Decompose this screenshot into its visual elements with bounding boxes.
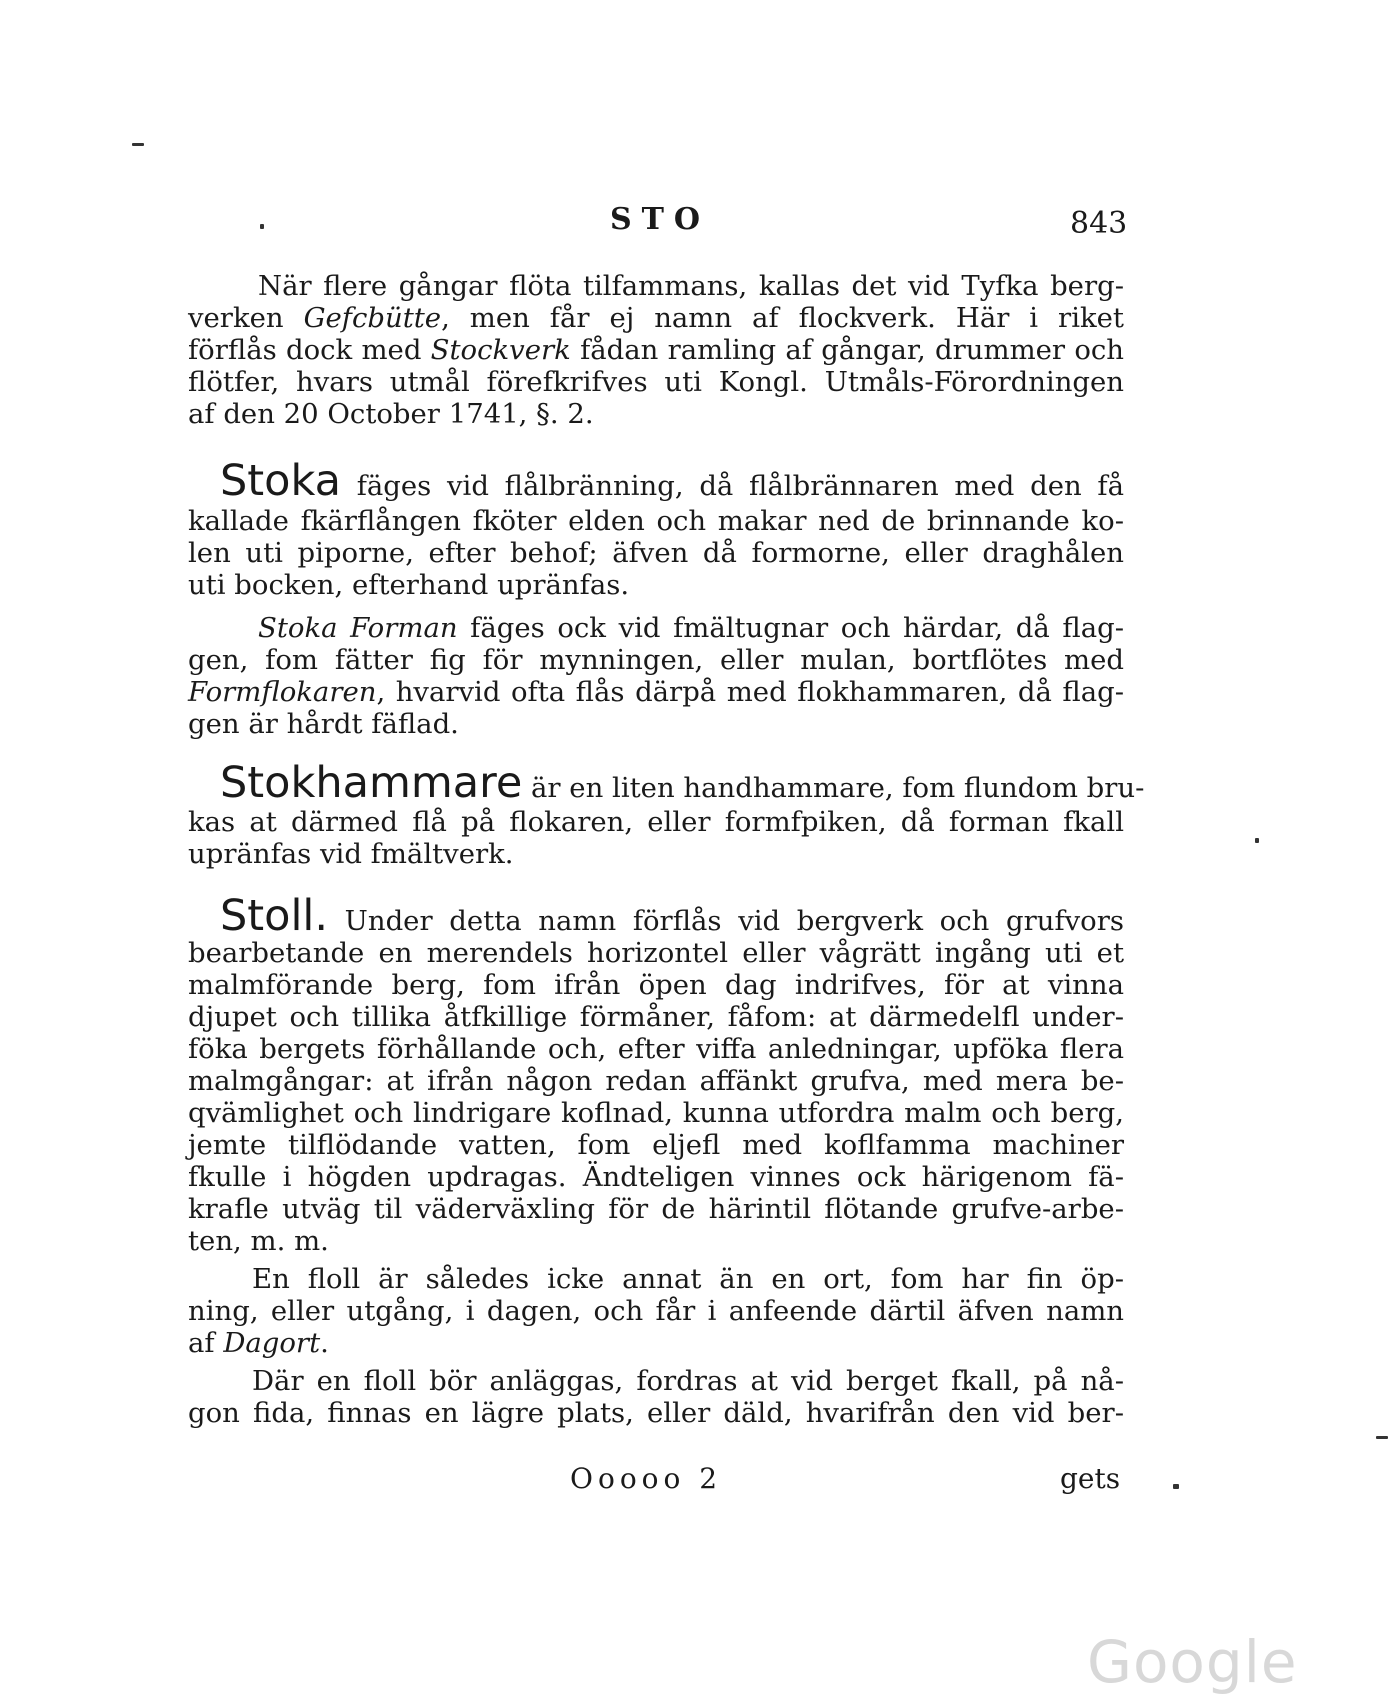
text-run: qvämlighet och lindrigare koflnad, kunna utfordra malm och berg, xyxy=(188,1097,1124,1129)
text-line xyxy=(188,644,1124,676)
text-line xyxy=(188,1033,1124,1065)
text-run: , men får ej namn af flockverk. Här i riket xyxy=(441,302,1124,334)
scan-speck xyxy=(1173,1484,1179,1489)
text-run: krafle utväg til väderväxling för de härintil flötande grufve-arbe- xyxy=(188,1193,1124,1225)
text-run: fäges vid flålbränning, då flålbrännaren med den få xyxy=(340,470,1124,502)
text-line xyxy=(188,569,628,601)
scan-speck xyxy=(132,143,144,146)
text-line xyxy=(188,676,1124,708)
text-line xyxy=(188,366,1124,398)
text-line xyxy=(188,969,1124,1001)
text-run: len uti piporne, efter behof; äfven då formorne, eller draghålen xyxy=(188,537,1124,569)
text-run: bearbetande en merendels horizontel eller vågrätt ingång uti et xyxy=(188,937,1124,969)
text-line xyxy=(188,838,548,870)
text-run: Under detta namn förflås vid bergverk och grufvors xyxy=(328,905,1124,937)
text-line xyxy=(188,1295,1124,1327)
text-line xyxy=(220,758,1145,808)
scan-speck xyxy=(260,224,264,229)
text-line xyxy=(188,1397,1124,1429)
text-run: gen är hårdt fäflad. xyxy=(188,708,459,740)
italic-term: Gefcbütte xyxy=(303,302,442,334)
text-run: malmförande berg, fom ifrån öpen dag indrifves, för at vinna xyxy=(188,969,1124,1001)
text-line xyxy=(188,1161,1124,1193)
text-line xyxy=(188,1065,1124,1097)
text-line xyxy=(188,708,468,740)
text-line xyxy=(188,806,1124,838)
text-line xyxy=(188,505,1124,537)
text-line xyxy=(258,270,1124,302)
text-line xyxy=(188,334,1124,366)
text-line xyxy=(188,937,1124,969)
text-run: upränfas vid fmältverk. xyxy=(188,838,514,870)
text-line xyxy=(252,1365,1124,1397)
text-line xyxy=(188,1327,348,1359)
text-run: djupet och tillika åtfkillige förmåner, fåfom: at därmedelfl under- xyxy=(188,1001,1124,1033)
text-line xyxy=(188,1001,1124,1033)
text-line xyxy=(188,1225,348,1257)
text-run: är en liten handhammare, fom flundom bru- xyxy=(522,772,1145,804)
text-line xyxy=(220,456,1124,506)
italic-term: Stoka Forman xyxy=(258,612,458,644)
entry-headword: Stoka xyxy=(220,456,341,506)
text-line xyxy=(188,537,1124,569)
text-line xyxy=(258,612,1124,644)
text-line xyxy=(188,1193,1124,1225)
text-line xyxy=(252,1263,1124,1295)
text-run: fkulle i högden updragas. Ändteligen vinnes ock härigenom fä- xyxy=(188,1161,1124,1193)
text-run: . xyxy=(320,1327,329,1359)
text-line xyxy=(188,302,1124,334)
text-run: En floll är således icke annat än en ort, fom har fin öp- xyxy=(252,1263,1124,1295)
page-number: 843 xyxy=(1070,206,1128,241)
italic-term: Formflokaren xyxy=(188,676,377,708)
text-run: När flere gångar flöta tilfammans, kallas det vid Tyfka berg- xyxy=(258,270,1124,302)
text-run: kallade fkärflången fköter elden och makar ned de brinnande ko- xyxy=(188,505,1124,537)
text-run: af xyxy=(188,1327,224,1359)
text-line xyxy=(188,1129,1124,1161)
text-run: föka bergets förhållande och, efter viffa anledningar, upföka flera xyxy=(188,1033,1124,1065)
text-line xyxy=(188,398,628,430)
text-run: kas at därmed flå på flokaren, eller formfpiken, då forman fkall xyxy=(188,806,1124,838)
italic-term: Stockverk xyxy=(430,334,571,366)
text-run: gon fida, finnas en lägre plats, eller däld, hvarifrån den vid ber- xyxy=(188,1397,1124,1429)
text-run: ten, m. m. xyxy=(188,1225,329,1257)
text-run: fådan ramling af gångar, drummer och xyxy=(570,334,1124,366)
catchword: gets xyxy=(1060,1462,1121,1495)
text-line xyxy=(188,1097,1124,1129)
text-run: fäges ock vid fmältugnar och härdar, då flag- xyxy=(457,612,1124,644)
signature-mark: Ooooo 2 xyxy=(570,1462,723,1495)
text-run: jemte tilflödande vatten, fom eljefl med koflfamma machiner xyxy=(188,1129,1124,1161)
italic-term: Dagort xyxy=(223,1327,321,1359)
text-run: af den 20 October 1741, §. 2. xyxy=(188,398,594,430)
text-run: verken xyxy=(188,302,304,334)
text-run: Där en floll bör anläggas, fordras at vid berget fkall, på nå- xyxy=(252,1365,1124,1397)
scan-speck xyxy=(1376,1436,1388,1439)
text-run: flötfer, hvars utmål förefkrifves uti Kongl. Utmåls-Förordningen xyxy=(188,366,1124,398)
text-run: malmgångar: at ifrån någon redan affänkt grufva, med mera be- xyxy=(188,1065,1124,1097)
scan-speck xyxy=(1255,838,1259,843)
text-run: förflås dock med xyxy=(188,334,431,366)
text-run: gen, fom fätter fig för mynningen, eller mulan, bortflötes med xyxy=(188,644,1124,676)
entry-headword: Stoll. xyxy=(220,891,329,941)
text-run: uti bocken, efterhand upränfas. xyxy=(188,569,630,601)
running-head: STO xyxy=(609,202,711,237)
text-run: , hvarvid ofta flås därpå med flokhammaren, då flag- xyxy=(376,676,1124,708)
entry-headword: Stokhammare xyxy=(220,758,523,808)
watermark: Google xyxy=(1087,1628,1298,1696)
text-line xyxy=(220,891,1124,941)
text-run: ning, eller utgång, i dagen, och får i anfeende därtil äfven namn xyxy=(188,1295,1124,1327)
